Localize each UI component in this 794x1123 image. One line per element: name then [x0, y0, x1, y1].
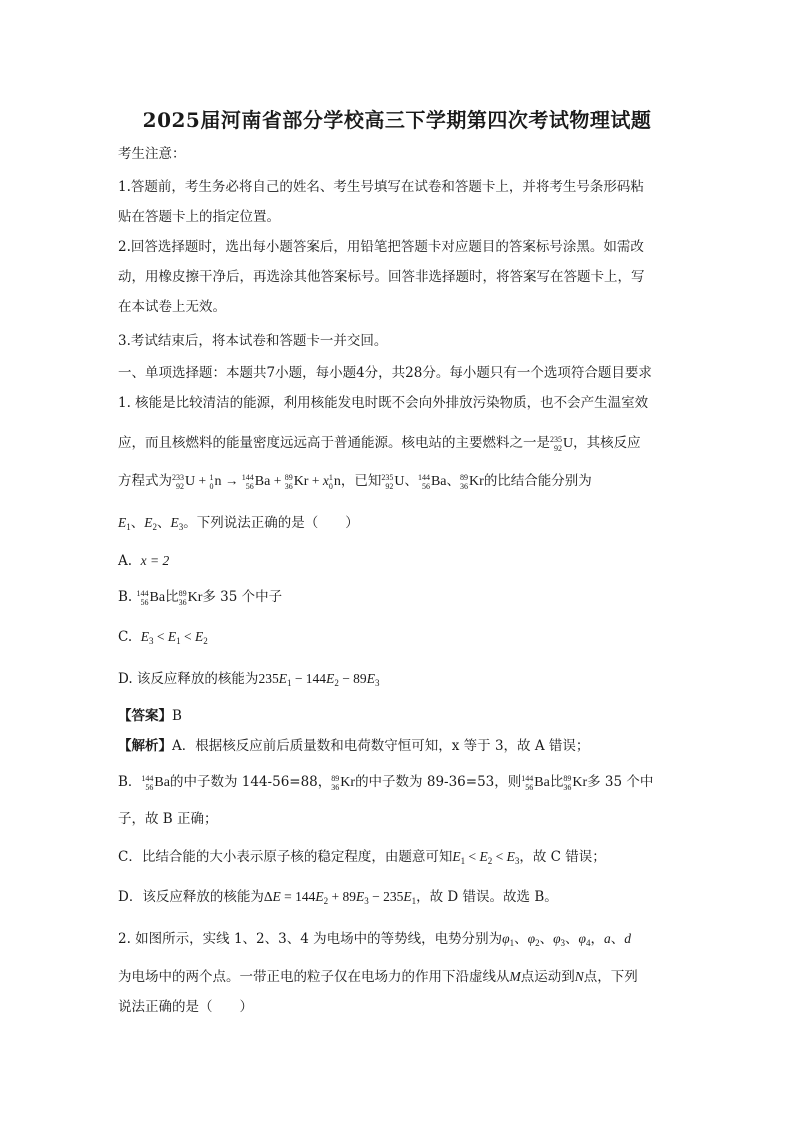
- q1-analysis-b-cont: 子，故 B 正确；: [118, 811, 218, 827]
- notice-line: 动，用橡皮擦干净后，再选涂其他答案标号。回答非选择题时，将答案写在答题卡上，写: [118, 269, 645, 285]
- q1-option-b: B. 144 56 Ba比 89 36 Kr多 35 个中子: [118, 588, 283, 607]
- q1-option-d: D. 该反应释放的核能为$235E_1 - 144E_2 - 89E_3$: [118, 671, 380, 688]
- q1-option-a: A. x = 2: [118, 553, 170, 569]
- notice-line: 2.回答选择题时，选出每小题答案后，用铅笔把答题卡对应题目的答案标号涂黑。如需改: [118, 239, 644, 255]
- q2-stem-line: 说法正确的是（ ）: [118, 999, 253, 1015]
- page-title: 2025届河南省部分学校高三下学期第四次考试物理试题: [142, 108, 652, 132]
- q1-answer: 【答案】B: [118, 708, 182, 724]
- notice-heading: 考生注意：: [118, 146, 186, 162]
- notice-line: 1.答题前，考生务必将自己的姓名、考生号填写在试卷和答题卡上，并将考生号条形码粘: [118, 179, 644, 195]
- section-heading: 一、单项选择题：本题共7小题，每小题4分，共28分。每小题只有一个选项符合题目要求: [118, 365, 652, 381]
- q1-stem-line: 1. 核能是比较清洁的能源，利用核能发电时既不会向外排放污染物质，也不会产生温室效: [118, 395, 649, 411]
- q1-stem-line: $E_1$、$E_2$、$E_3$。下列说法正确的是（ ）: [118, 515, 359, 532]
- q2-stem-line: 2. 如图所示，实线 1、2、3、4 为电场中的等势线，电势分别为$\varphi_1$、$\varphi_2$、$\varphi_3$、$\varphi_4$，a、d: [118, 931, 631, 948]
- q1-analysis-a: 【解析】A．根据核反应前后质量数和电荷数守恒可知，x 等于 3，故 A 错误；: [118, 738, 590, 754]
- notice-line: 3.考试结束后，将本试卷和答题卡一并交回。: [118, 333, 388, 349]
- q1-equation-line: 方程式为 233 92 U + 1 0 n → 144 56 Ba + 89 36 Kr + x 1 0 n，已知 235 92 U、 144 56 Ba、 89 36 Kr的比结合能分别为: [118, 472, 592, 491]
- q1-analysis-c: C．比结合能的大小表示原子核的稳定程度，由题意可知$E_1 < E_2 < E_3$，故 C 错误；: [118, 849, 606, 866]
- uranium-235-nuclide: 235 92 U: [550, 434, 574, 453]
- notice-line: 在本试卷上无效。: [118, 299, 226, 315]
- q1-stem-line: 应，而且核燃料的能量密度远远高于普通能源。核电站的主要燃料之一是 235 92 U，其核反应: [118, 432, 698, 455]
- q1-option-c: C. $E_3 < E_1 < E_2$: [118, 629, 208, 646]
- q2-stem-line: 为电场中的两个点。一带正电的粒子仅在电场力的作用下沿虚线从M点运动到N点，下列: [118, 969, 638, 985]
- q1-analysis-b: B． 144 56 Ba的中子数为 144-56=88， 89 36 Kr的中子数为 89-36=53，则 144 56 Ba比 89 36 Kr多 35 个中: [118, 773, 654, 792]
- q1-analysis-d: D．该反应释放的核能为$\Delta E = 144E_2 + 89E_3 - 235E_1$，故 D 错误。故选 B。: [118, 889, 558, 906]
- notice-line: 贴在答题卡上的指定位置。: [118, 209, 280, 225]
